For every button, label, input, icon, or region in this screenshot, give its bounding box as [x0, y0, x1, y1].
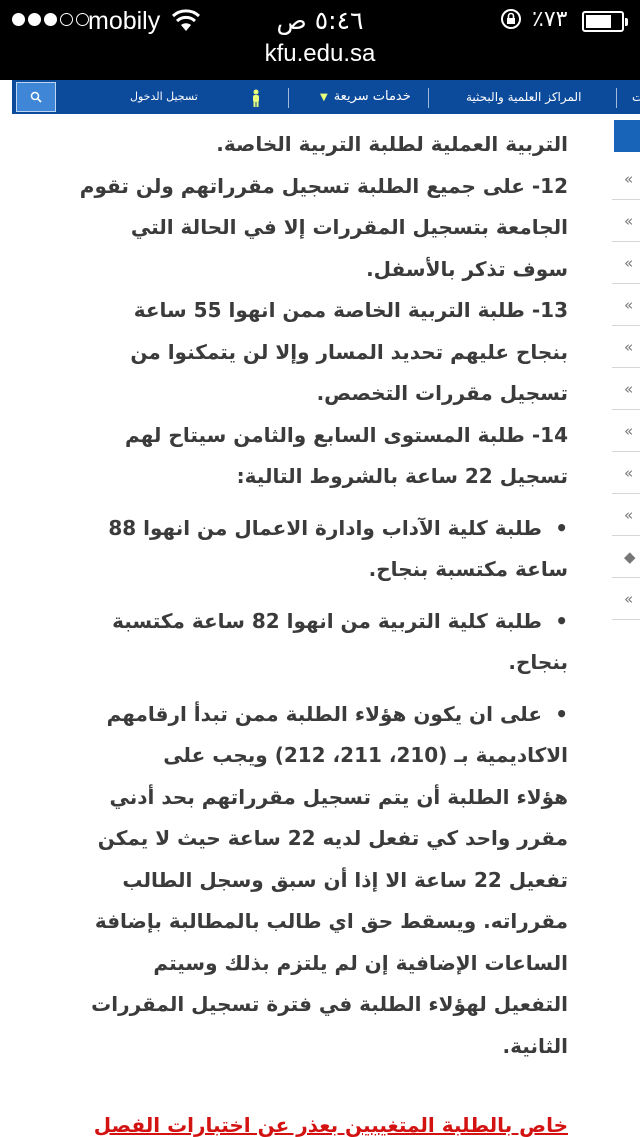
caret-down-icon: ▼ — [320, 92, 328, 103]
bullet-icon: • — [555, 515, 568, 540]
carrier-name: mobily — [88, 7, 161, 35]
site-navbar — [12, 80, 643, 114]
person-icon — [250, 89, 262, 107]
text-line: الثانية. — [502, 1033, 568, 1058]
sidebar-item[interactable] — [612, 200, 640, 242]
search-button[interactable] — [16, 82, 56, 112]
sidebar-item[interactable] — [612, 242, 640, 284]
chevron-left-double-icon: « — [624, 380, 634, 398]
sidebar-item[interactable] — [612, 494, 640, 536]
battery-icon — [582, 11, 624, 32]
text-line: الساعات الإضافية إن لم يلتزم بذلك وسيتم — [153, 950, 568, 975]
sidebar-item[interactable] — [612, 536, 640, 578]
sidebar-item[interactable] — [612, 452, 640, 494]
clock: ٥:٤٦ ص — [276, 6, 364, 35]
quick-services-label: خدمات سريعة — [333, 89, 411, 104]
chevron-left-double-icon: « — [624, 170, 634, 188]
bullet-item: طلبة كلية التربية من انهوا 82 ساعة مكتسبة — [112, 608, 542, 633]
address-bar-url[interactable]: kfu.edu.sa — [264, 40, 376, 67]
section-heading-link[interactable]: خاص بالطلبة المتغيبين بعذر عن اختبارات الفصل — [93, 1113, 568, 1137]
text-line: تسجيل 22 ساعة بالشروط التالية: — [236, 464, 568, 488]
bullet-icon: • — [555, 608, 568, 633]
text-line: هؤلاء الطلبة أن يتم تسجيل مقرراتهم بحد أدني — [109, 784, 568, 809]
chevron-left-double-icon: « — [624, 254, 634, 272]
chevron-left-double-icon: « — [624, 212, 634, 230]
battery-level — [586, 15, 611, 28]
text-line: ساعة مكتسبة بنجاح. — [368, 557, 568, 581]
nav-divider — [428, 88, 429, 108]
bullet-item: على ان يكون هؤلاء الطلبة ممن تبدأ ارقامهم — [106, 701, 542, 726]
quick-services-menu[interactable] — [320, 80, 411, 114]
login-link[interactable]: تسجيل الدخول — [130, 90, 198, 103]
bullet-icon: • — [555, 701, 568, 726]
search-icon — [30, 91, 42, 103]
sidebar-item[interactable] — [612, 284, 640, 326]
text-line: 13- طلبة التربية الخاصة ممن انهوا 55 ساعة — [133, 298, 568, 322]
text-line: التربية العملية لطلبة التربية الخاصة. — [216, 132, 568, 156]
bullet-item: طلبة كلية الآداب وادارة الاعمال من انهوا 88 — [108, 515, 542, 540]
status-row — [0, 0, 640, 42]
nav-divider — [616, 88, 617, 108]
text-line: 12- على جميع الطلبة تسجيل مقرراتهم ولن تقوم — [79, 173, 568, 198]
research-centers-menu[interactable]: المراكز العلمية والبحثية — [466, 90, 582, 104]
chevron-left-double-icon: « — [624, 506, 634, 524]
article-body — [20, 114, 568, 1136]
chevron-left-double-icon: « — [624, 590, 634, 608]
sidebar-menu — [612, 120, 640, 608]
text-line: التفعيل لهؤلاء الطلبة في فترة تسجيل المقررات — [91, 992, 568, 1016]
text-line: 14- طلبة المستوى السابع والثامن سيتاح لهم — [125, 422, 568, 447]
battery-percentage: ٪٧٣ — [532, 7, 568, 32]
item-icon: ◆ — [624, 548, 636, 566]
text-line: بنجاح. — [508, 650, 568, 674]
sidebar-item[interactable] — [612, 326, 640, 368]
chevron-left-double-icon: « — [624, 464, 634, 482]
ios-status-bar — [0, 0, 640, 80]
sidebar-item[interactable] — [612, 410, 640, 452]
text-line: الاكاديمية بـ (210، 211، 212) ويجب على — [163, 743, 568, 767]
sidebar-accent — [614, 120, 640, 152]
text-line: تفعيل 22 ساعة الا إذا أن سبق وسجل الطالب — [122, 867, 568, 892]
text-line: مقرر واحد كي تفعل لديه 22 ساعة حيث لا يمكن — [97, 826, 568, 850]
chevron-left-double-icon: « — [624, 422, 634, 440]
nav-divider — [288, 88, 289, 108]
sidebar-item[interactable] — [612, 368, 640, 410]
text-line: الجامعة بتسجيل المقررات إلا في الحالة التي — [130, 215, 568, 239]
chevron-left-double-icon: « — [624, 338, 634, 356]
text-line: بنجاح عليهم تحديد المسار وإلا لن يتمكنوا من — [130, 339, 568, 364]
chevron-left-double-icon: « — [624, 296, 634, 314]
sidebar-item[interactable] — [612, 158, 640, 200]
rotation-lock-icon — [500, 8, 522, 30]
sidebar-item[interactable] — [612, 578, 640, 620]
text-line: تسجيل مقررات التخصص. — [316, 381, 568, 405]
text-line: مقرراته. ويسقط حق اي طالب بالمطالبة بإضافة — [94, 909, 568, 933]
nav-item-cut[interactable]: ت — [632, 90, 643, 104]
text-line: سوف تذكر بالأسفل. — [366, 256, 568, 281]
